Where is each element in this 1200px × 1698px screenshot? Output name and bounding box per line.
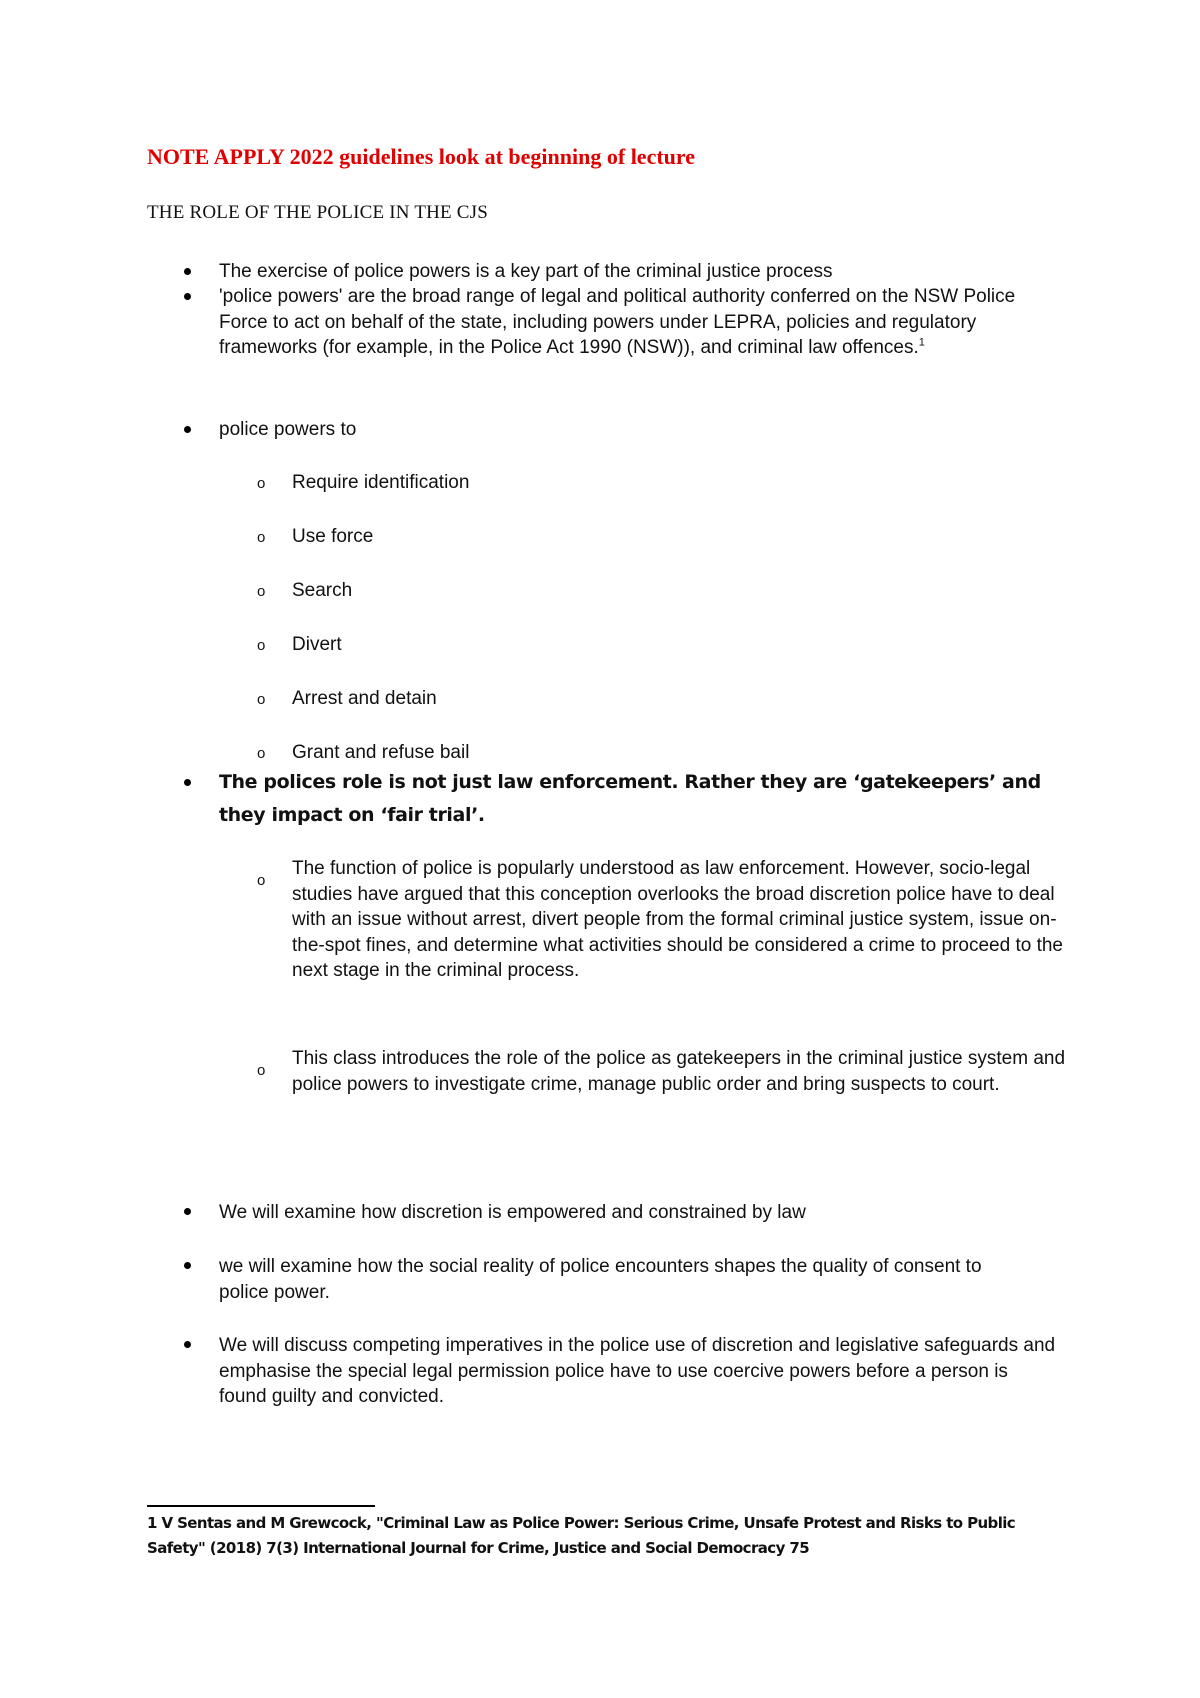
list-item [219,1254,1019,1305]
sub-list-item: Use force [292,526,374,547]
footnote: 1 V Sentas and M Grewcock, "Criminal Law as Police Power: Serious Crime, Unsafe Protest and Risks to Public Safety" (2018) 7(3) International Journal for Crime, Justice and Social Democracy 75 [147,1514,1016,1557]
sub-list-item: This class introduces the role of the police as gatekeepers in the criminal justice system and police powers to investigate crime, manage public order and bring suspects to court. [292,1048,1066,1095]
bullet-marker [184,1341,194,1351]
list-item-text: 'police powers' are the broad range of legal and political authority conferred on the NSW Police Force to act on behalf of the state, including powers under LEPRA, policies and regulatory frameworks (for example, in the Police Act 1990 (NSW)), and criminal law offences. [219,286,1016,358]
bullet-marker [184,1262,194,1272]
bullet-marker [184,293,194,303]
page-title: THE ROLE OF THE POLICE IN THE CJS [147,202,489,223]
sub-bullet-marker: o [257,475,266,492]
sub-bullet-marker: o [257,529,266,546]
sub-list-item: Require identification [292,472,470,493]
list-item [219,417,1069,443]
sub-bullet-marker: o [257,745,266,762]
list-item-text: The exercise of police powers is a key part of the criminal justice process [219,261,833,282]
sub-bullet-marker: o [257,1062,266,1079]
list-item-text: We will discuss competing imperatives in the police use of discretion and legislative safeguards and emphasise the special legal permission police have to use coercive powers before a person is found guilty and convicted. [219,1335,1056,1407]
sub-bullet-marker: o [257,691,266,708]
list-item [219,1200,1069,1226]
list-item [219,284,1069,361]
sub-list-item: The function of police is popularly understood as law enforcement. However, socio-legal studies have argued that this conception overlooks the broad discretion police have to deal with an issue without arrest, divert people from the formal criminal justice system, issue on-the-spot fines, and determine what activities should be considered a crime to proceed to the next stage in the criminal process. [292,858,1063,981]
sub-bullet-marker: o [257,872,266,889]
bullet-marker [184,268,194,278]
sub-bullet-marker: o [257,583,266,600]
list-item-text: we will examine how the social reality of police encounters shapes the quality of consent to police power. [219,1256,982,1303]
list-item-text: We will examine how discretion is empowered and constrained by law [219,1202,806,1223]
list-item-text: police powers to [219,419,357,440]
sub-list-item: Divert [292,634,342,655]
footnote-separator [147,1505,375,1507]
note-text: NOTE APPLY 2022 guidelines look at beginning of lecture [147,144,696,169]
list-item-bold: The polices role is not just law enforcement. Rather they are ‘gatekeepers’ and they impact on ‘fair trial’. [219,771,1041,826]
bullet-marker [184,1208,194,1218]
sub-list-item: Arrest and detain [292,688,437,709]
bullet-marker [184,779,194,789]
list-item [219,1333,1059,1410]
list-item [219,259,1069,285]
footnote-reference: 1 [918,336,925,349]
sub-list-item: Grant and refuse bail [292,742,470,763]
sub-bullet-marker: o [257,637,266,654]
sub-list-item: Search [292,580,353,601]
bullet-marker [184,426,194,436]
